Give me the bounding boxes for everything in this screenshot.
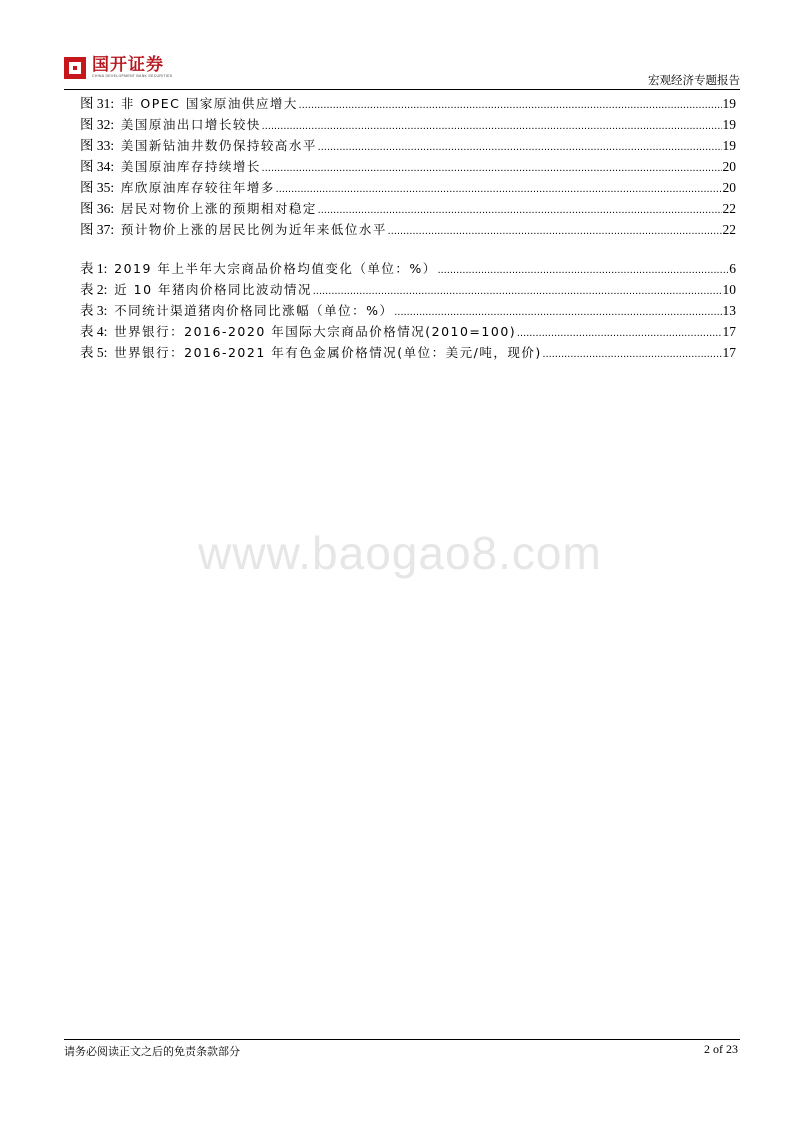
dot-leader — [313, 286, 722, 297]
logo-icon — [64, 57, 86, 79]
entry-title: 美国原油出口增长较快 — [120, 117, 261, 132]
entry-title: 近 10 年猪肉价格同比波动情况 — [114, 282, 312, 297]
entry-page: 19 — [722, 138, 736, 153]
entry-title: 预计物价上涨的居民比例为近年来低位水平 — [120, 222, 387, 237]
entry-page: 10 — [722, 282, 736, 297]
entry-title: 世界银行：2016-2020 年国际大宗商品价格情况(2010=100) — [114, 324, 517, 339]
entry-prefix: 表 1: — [80, 261, 108, 276]
entry-page: 19 — [722, 96, 736, 111]
footer-disclaimer: 请务必阅读正文之后的免责条款部分 — [64, 1045, 240, 1058]
entry-prefix: 图 31: — [80, 96, 115, 111]
entry-page: 20 — [722, 159, 736, 174]
logo-name-cn: 国开证券 — [92, 55, 164, 75]
entry-title: 世界银行：2016-2021 年有色金属价格情况(单位：美元/吨，现价) — [114, 345, 542, 360]
toc-entry[interactable] — [80, 218, 736, 239]
entry-prefix: 图 36: — [80, 201, 115, 216]
entry-prefix: 图 34: — [80, 159, 115, 174]
table-list — [80, 257, 736, 362]
entry-prefix: 图 35: — [80, 180, 115, 195]
entry-page: 17 — [722, 345, 736, 360]
dot-leader — [318, 142, 722, 153]
company-logo — [64, 56, 172, 79]
dot-leader — [438, 265, 728, 276]
toc-entry[interactable] — [80, 197, 736, 218]
entry-page: 13 — [722, 303, 736, 318]
entry-prefix: 图 32: — [80, 117, 115, 132]
toc-entry[interactable] — [80, 113, 736, 134]
entry-title: 不同统计渠道猪肉价格同比涨幅（单位：%） — [114, 303, 394, 318]
page-number: 2 of 23 — [704, 1042, 738, 1056]
toc-entry[interactable] — [80, 92, 736, 113]
figure-list — [80, 92, 736, 239]
entry-title: 库欣原油库存较往年增多 — [120, 180, 275, 195]
entry-prefix: 表 5: — [80, 345, 108, 360]
entry-title: 非 OPEC 国家原油供应增大 — [120, 96, 298, 111]
entry-page: 19 — [722, 117, 736, 132]
dot-leader — [318, 205, 722, 216]
toc-entry[interactable] — [80, 299, 736, 320]
dot-leader — [262, 121, 722, 132]
dot-leader — [262, 163, 722, 174]
toc-entry[interactable] — [80, 341, 736, 362]
entry-page: 22 — [722, 222, 736, 237]
entry-prefix: 图 33: — [80, 138, 115, 153]
entry-page: 22 — [722, 201, 736, 216]
toc-entry[interactable] — [80, 176, 736, 197]
footer-divider — [64, 1039, 740, 1040]
toc-entry[interactable] — [80, 257, 736, 278]
watermark: www.baogao8.com — [198, 527, 602, 579]
dot-leader — [395, 307, 722, 318]
entry-title: 美国新钻油井数仍保持较高水平 — [120, 138, 317, 153]
report-type: 宏观经济专题报告 — [648, 73, 740, 87]
entry-prefix: 表 2: — [80, 282, 108, 297]
entry-title: 2019 年上半年大宗商品价格均值变化（单位：%） — [114, 261, 437, 276]
entry-page: 17 — [722, 324, 736, 339]
entry-page: 6 — [729, 261, 736, 276]
page-header — [64, 52, 740, 92]
logo-name-en: CHINA DEVELOPMENT BANK SECURITIES — [92, 74, 173, 78]
toc-entry[interactable] — [80, 155, 736, 176]
entry-prefix: 表 4: — [80, 324, 108, 339]
toc-entry[interactable] — [80, 278, 736, 299]
toc-entry[interactable] — [80, 320, 736, 341]
toc-entry[interactable] — [80, 134, 736, 155]
entry-title: 美国原油库存持续增长 — [120, 159, 261, 174]
dot-leader — [388, 226, 722, 237]
entry-prefix: 图 37: — [80, 222, 115, 237]
dot-leader — [299, 100, 722, 111]
dot-leader — [517, 328, 721, 339]
entry-page: 20 — [722, 180, 736, 195]
dot-leader — [276, 184, 722, 195]
header-divider — [64, 89, 740, 90]
dot-leader — [543, 349, 722, 360]
entry-prefix: 表 3: — [80, 303, 108, 318]
entry-title: 居民对物价上涨的预期相对稳定 — [120, 201, 317, 216]
